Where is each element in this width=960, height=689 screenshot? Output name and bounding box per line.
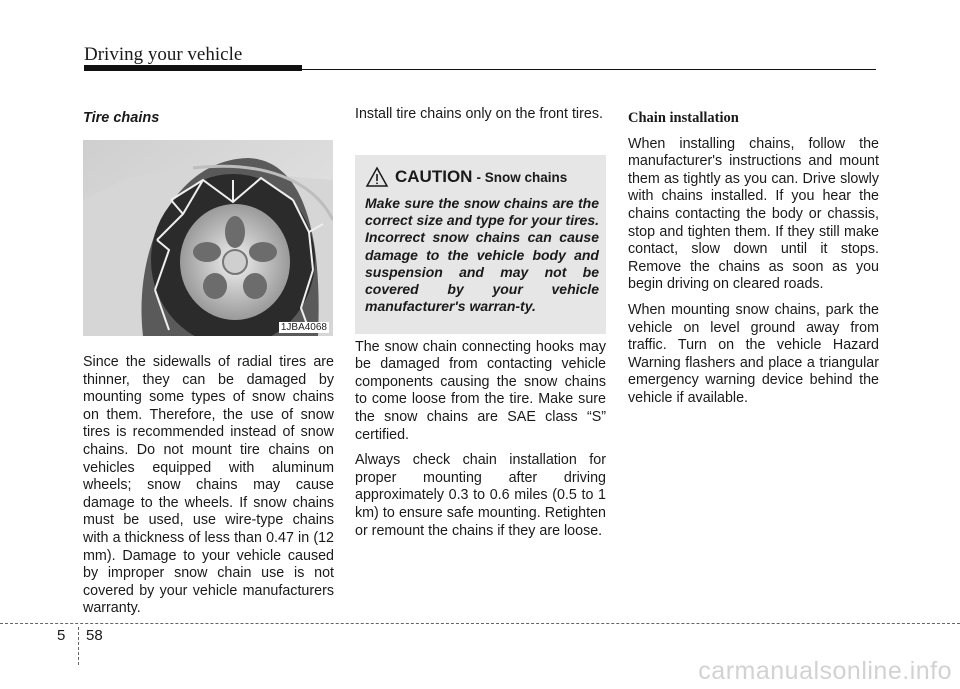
tire-chain-figure [83, 140, 333, 336]
caution-box [355, 155, 606, 334]
watermark: carmanualsonline.info [698, 657, 952, 685]
header-rule-thick [84, 65, 302, 71]
installing-chains-paragraph: When installing chains, follow the manufacturer's instructions and mount them as tightly as you can. Drive slowly with chains installed. If you hear the chains contacting the body or chassis, stop and tighten them. If they still make contact, slow down until it stops. Remove the chains as soon as you begin driving on cleared roads. [628, 135, 879, 293]
front-tires-intro: Install tire chains only on the front tires. [355, 106, 603, 122]
caution-label: CAUTION [395, 167, 473, 186]
page-header-title: Driving your vehicle [84, 44, 243, 65]
footer-separator [78, 627, 79, 665]
tire-chains-paragraph: Since the sidewalls of radial tires are thinner, they can be damaged by mounting some types of snow chains on them. Therefore, the use of snow tires is recommended instead of snow chains. Do not mount tire chains on vehicles equipped with aluminum wheels; snow chains may cause damage to the wheels. If snow chains must be used, use wire-type chains with a thickness of less than 0.47 in (12 mm). Damage to your vehicle caused by improper snow chain use is not covered by your vehicle manufacturers warranty. [83, 354, 334, 617]
warning-triangle-icon [365, 166, 389, 188]
mounting-chains-paragraph: When mounting snow chains, park the vehicle on level ground away from traffic. Turn on the vehicle Hazard Warning flashers and place a triangular emergency warning device behind the vehicle if available. [628, 301, 879, 406]
tire-chain-illustration [83, 140, 333, 336]
chain-check-paragraph: Always check chain installation for proper mounting after driving approximately 0.3 to 0.6 miles (0.5 to 1 km) to ensure safe mounting. Retighten or remount the chains if they are loose. [355, 452, 606, 539]
figure-code-label: 1JBA4068 [280, 322, 327, 333]
connecting-hooks-paragraph: The snow chain connecting hooks may be damaged from contacting vehicle components causing the snow chains to come loose from the tire. Make sure the snow chains are SAE class “S” certified. [355, 338, 606, 443]
column-3 [628, 106, 879, 416]
section-heading-chain-installation: Chain installation [628, 110, 739, 126]
caution-text: Make sure the snow chains are the correct size and type for your tires. Incorrect snow chains can cause damage to the vehicle body and suspension and may not be covered by your vehicle manufacturer's warran-ty. [365, 195, 599, 315]
caution-header [365, 165, 599, 189]
footer-rule [0, 623, 960, 624]
chapter-number: 5 [57, 627, 66, 644]
section-heading-tire-chains: Tire chains [83, 110, 160, 126]
header-rule-thin [302, 69, 876, 70]
caution-subtitle: - Snow chains [476, 169, 568, 185]
page-number: 58 [86, 627, 103, 644]
